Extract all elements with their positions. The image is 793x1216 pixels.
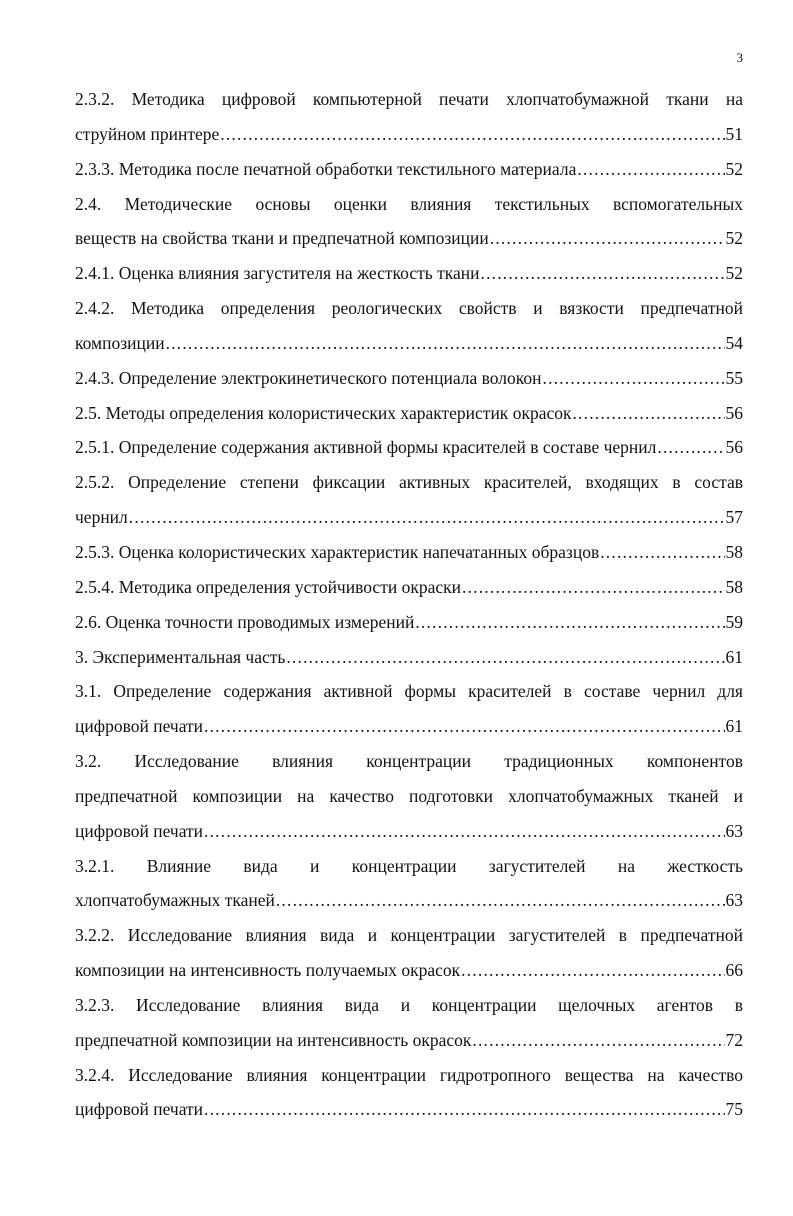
dot-leader: [415, 605, 724, 640]
toc-entry-title: 2.5.3. Оценка колористических характеристик напечатанных образцов: [75, 541, 600, 562]
toc-entry-line: 2.4.2. Методика определения реологических свойств и вязкости предпечатной: [75, 298, 743, 319]
toc-entry-last-line: [75, 883, 743, 918]
toc-entry-last-line: [75, 605, 743, 640]
toc-entry-title: 2.5. Методы определения колористических характеристик окрасок: [75, 402, 572, 423]
toc-page-number: 61: [725, 646, 743, 667]
dot-leader: [472, 1023, 724, 1058]
toc-entry-line: 3.2.1. Влияние вида и концентрации загустителей на жесткость: [75, 855, 743, 876]
toc-page-number: 75: [725, 1099, 743, 1120]
toc-entry-title: композиции: [75, 332, 165, 353]
toc-entry-title: 2.5.4. Методика определения устойчивости окраски: [75, 576, 461, 597]
toc-entry-title: хлопчатобумажных тканей: [75, 890, 275, 911]
toc-page-number: 55: [725, 367, 743, 388]
toc-entry-title: струйном принтере: [75, 123, 220, 144]
toc-entry-last-line: [75, 256, 743, 291]
toc-entry-last-line: [75, 814, 743, 849]
toc-entry-title: 2.3.3. Методика после печатной обработки текстильного материала: [75, 158, 577, 179]
toc-entry-last-line: [75, 396, 743, 431]
toc-entry-line: 2.3.2. Методика цифровой компьютерной печати хлопчатобумажной ткани на: [75, 89, 743, 109]
dot-leader: [577, 152, 724, 187]
toc-entry-title: 2.6. Оценка точности проводимых измерений: [75, 611, 415, 632]
toc-page-number: 54: [725, 332, 743, 353]
toc-entry-title: 2.5.1. Определение содержания активной формы красителей в составе чернил: [75, 437, 657, 458]
toc-entry-last-line: [75, 709, 743, 744]
dot-leader: [543, 361, 725, 396]
toc-entry-last-line: [75, 1023, 743, 1058]
dot-leader: [129, 500, 725, 535]
toc-page-number: 51: [725, 123, 743, 144]
toc-entry-last-line: [75, 326, 743, 361]
toc-entry-line: 3.2.4. Исследование влияния концентрации гидротропного вещества на качество: [75, 1064, 743, 1085]
toc-entry-last-line: [75, 570, 743, 605]
toc-entry-title: 2.4.3. Определение электрокинетического потенциала волокон: [75, 367, 542, 388]
dot-leader: [220, 117, 724, 152]
toc-entry-title: цифровой печати: [75, 716, 204, 737]
dot-leader: [166, 326, 725, 361]
dot-leader: [572, 396, 724, 431]
toc-entry-last-line: [75, 500, 743, 535]
toc-entry-title: 3. Экспериментальная часть: [75, 646, 286, 667]
toc-entry-last-line: [75, 221, 743, 256]
toc-entry-title: веществ на свойства ткани и предпечатной композиции: [75, 228, 489, 249]
toc-entry-line: 3.2. Исследование влияния концентрации традиционных компонентов: [75, 751, 743, 772]
toc-entry-line: 3.2.2. Исследование влияния вида и концентрации загустителей в предпечатной: [75, 925, 743, 946]
toc-entry-line: 2.4. Методические основы оценки влияния текстильных вспомогательных: [75, 193, 743, 214]
toc-page-number: 63: [725, 890, 743, 911]
toc-page-number: 52: [725, 158, 743, 179]
toc-page-number: 52: [725, 228, 743, 249]
toc-page-number: 56: [725, 437, 743, 458]
toc-page-number: 56: [725, 402, 743, 423]
toc-entry-last-line: [75, 361, 743, 396]
dot-leader: [204, 1092, 724, 1127]
dot-leader: [286, 640, 724, 675]
toc-page-number: 58: [725, 576, 743, 597]
toc-entry-title: цифровой печати: [75, 820, 204, 841]
dot-leader: [490, 221, 725, 256]
page-number: 3: [736, 50, 743, 65]
dot-leader: [204, 814, 724, 849]
toc-entry-line: 3.1. Определение содержания активной формы красителей в составе чернил для: [75, 681, 743, 702]
toc-page-number: 58: [725, 541, 743, 562]
toc-entry-last-line: [75, 1092, 743, 1127]
toc-entry-line: 3.2.3. Исследование влияния вида и концентрации щелочных агентов в: [75, 994, 743, 1015]
toc-entry-line: предпечатной композиции на качество подготовки хлопчатобумажных тканей и: [75, 785, 743, 806]
toc-entry-title: чернил: [75, 507, 128, 528]
toc-entry-last-line: [75, 117, 743, 152]
toc-page-number: 61: [725, 716, 743, 737]
toc-entry-title: композиции на интенсивность получаемых окрасок: [75, 960, 461, 981]
toc-entry-title: 2.4.1. Оценка влияния загустителя на жесткость ткани: [75, 263, 480, 284]
dot-leader: [600, 535, 724, 570]
dot-leader: [276, 883, 725, 918]
toc-entry-last-line: [75, 640, 743, 675]
toc-entry-last-line: [75, 152, 743, 187]
toc-entry-last-line: [75, 430, 743, 465]
dot-leader: [461, 953, 724, 988]
toc-page-number: 57: [725, 507, 743, 528]
toc-page-number: 59: [725, 611, 743, 632]
toc-entry-last-line: [75, 535, 743, 570]
dot-leader: [481, 256, 725, 291]
toc-page-number: 52: [725, 263, 743, 284]
table-of-contents: [75, 82, 743, 1127]
toc-entry-last-line: [75, 953, 743, 988]
toc-page-number: 63: [725, 820, 743, 841]
dot-leader: [204, 709, 724, 744]
toc-page-number: 72: [725, 1029, 743, 1050]
toc-entry-title: предпечатной композиции на интенсивность окрасок: [75, 1029, 472, 1050]
toc-page-number: 66: [725, 960, 743, 981]
toc-entry-title: цифровой печати: [75, 1099, 204, 1120]
toc-entry-line: 2.5.2. Определение степени фиксации активных красителей, входящих в состав: [75, 472, 743, 493]
dot-leader: [462, 570, 725, 605]
dot-leader: [657, 430, 724, 465]
